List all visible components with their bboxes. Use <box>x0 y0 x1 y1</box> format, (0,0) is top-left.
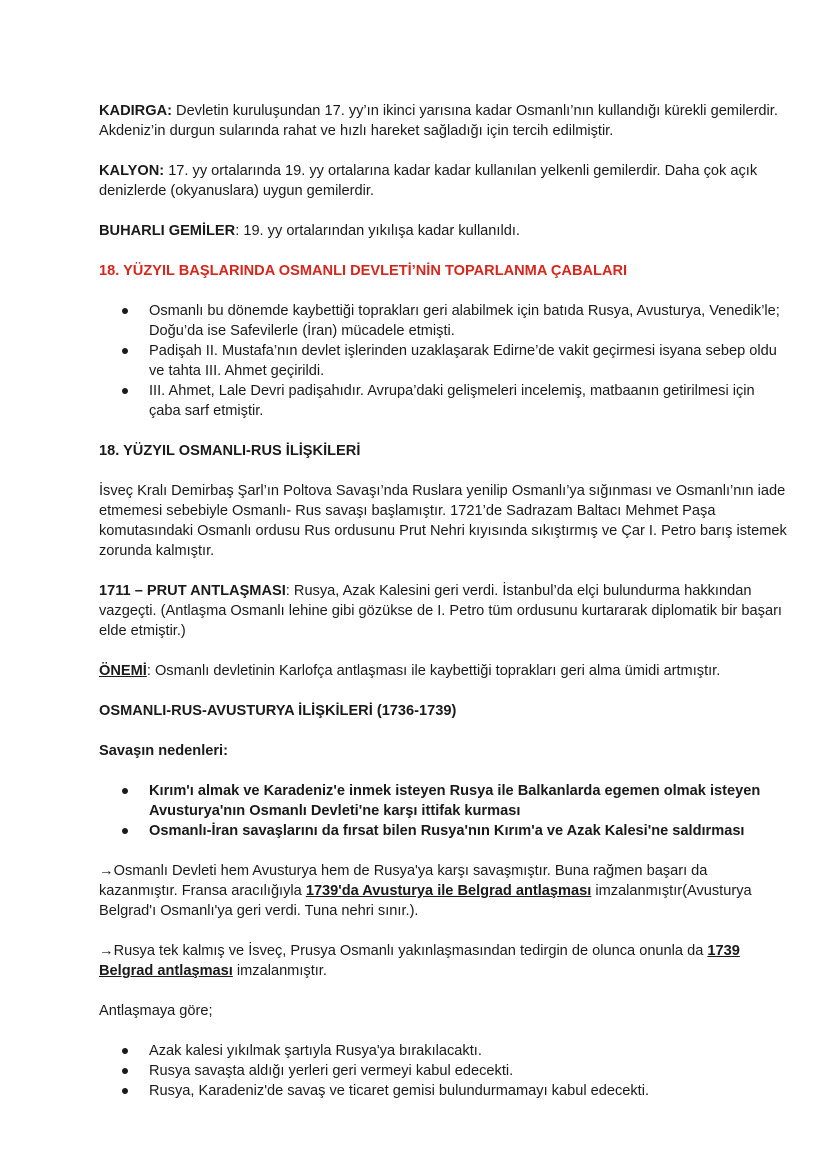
section1-bullets <box>99 301 788 421</box>
kadirga-text: Devletin kuruluşundan 17. yy’ın ikinci yarısına kadar Osmanlı’nın kullandığı kürekli gemilerdir. Akdeniz’in durgun sularında rahat ve hızlı hareket sağladığı için tercih edilmiştir. <box>99 103 778 139</box>
kadirga-term: KADIRGA: <box>99 103 172 119</box>
bullet-icon <box>122 828 128 834</box>
bullet-icon <box>122 1068 128 1074</box>
onemi-term: ÖNEMİ <box>99 663 147 679</box>
list-item: Azak kalesi yıkılmak şartıyla Rusya'ya bırakılacaktı. <box>99 1041 788 1061</box>
avusturya-paragraph: →Osmanlı Devleti hem Avusturya hem de Rusya'ya karşı savaşmıştır. Buna rağmen başarı da kazanmıştır. Fransa aracılığıyla 1739'da Avusturya ile Belgrad antlaşması imzalanmıştır(Avusturya Belgrad'ı Osmanlı'ya geri verdi. Tuna nehri sınır.). <box>99 863 752 919</box>
belgrad-rusya-link: 1739 Belgrad antlaşması <box>99 943 740 979</box>
section1-title: 18. YÜZYIL BAŞLARINDA OSMANLI DEVLETİ’NİN TOPARLANMA ÇABALARI <box>99 263 628 279</box>
list-item: Kırım'ı almak ve Karadeniz'e inmek isteyen Rusya ile Balkanlarda egemen olmak isteyen Avusturya'nın Osmanlı Devleti'ne karşı ittifak kurması <box>99 781 788 821</box>
section3-subtitle: Savaşın nedenleri: <box>99 743 228 759</box>
treaty-terms <box>99 1041 788 1101</box>
bullet-icon <box>122 308 128 314</box>
onemi-text: : Osmanlı devletinin Karlofça antlaşması ile kaybettiği toprakları geri alma ümidi artmıştır. <box>146 663 721 679</box>
list-item: Rusya, Karadeniz'de savaş ve ticaret gemisi bulundurmamayı kabul edecekti. <box>99 1081 788 1101</box>
section2-title: 18. YÜZYIL OSMANLI-RUS İLİŞKİLERİ <box>99 443 361 459</box>
section3-title: OSMANLI-RUS-AVUSTURYA İLİŞKİLERİ (1736-1739) <box>99 703 457 719</box>
list-item: Osmanlı bu dönemde kaybettiği toprakları geri alabilmek için batıda Rusya, Avusturya, Venedik’le; Doğu’da ise Safevilerle (İran) mücadele etmişti. <box>99 301 788 341</box>
list-item: Rusya savaşta aldığı yerleri geri vermeyi kabul edecekti. <box>99 1061 788 1081</box>
onemi-paragraph <box>99 661 788 681</box>
section3-bullets <box>99 781 788 841</box>
list-item: Osmanlı-İran savaşlarını da fırsat bilen Rusya'nın Kırım'a ve Azak Kalesi'ne saldırması <box>99 821 788 841</box>
rusya-paragraph: →Rusya tek kalmış ve İsveç, Prusya Osmanlı yakınlaşmasından tedirgin de olunca onunla da 1739 Belgrad antlaşması imzalanmıştır. <box>99 943 740 979</box>
buharli-term: BUHARLI GEMİLER <box>99 223 236 239</box>
list-item: Padişah II. Mustafa’nın devlet işlerinden uzaklaşarak Edirne’de vakit geçirmesi isyana sebep oldu ve tahta III. Ahmet geçirildi. <box>99 341 788 381</box>
bullet-icon <box>122 1048 128 1054</box>
kadirga-paragraph <box>99 101 788 141</box>
section2-paragraph: İsveç Kralı Demirbaş Şarl’ın Poltova Savaşı’nda Ruslara yenilip Osmanlı’ya sığınması ve Osmanlı’nın iade etmemesi sebebiyle Osmanlı- Rus savaşı başlamıştır. 1721’de Sadrazam Baltacı Mehmet Paşa komutasındaki Osmanlı ordusu Rus ordusunu Prut Nehri kıyısında sıkıştırmış ve Çar I. Petro barış istemek zorunda kalmıştır. <box>99 483 787 559</box>
bullet-icon <box>122 348 128 354</box>
bullet-icon <box>122 388 128 394</box>
kalyon-text: 17. yy ortalarında 19. yy ortalarına kadar kadar kullanılan yelkenli gemilerdir. Daha çok açık denizlerde (okyanuslara) uygun gemilerdir. <box>99 163 758 199</box>
prut-paragraph <box>99 581 788 641</box>
prut-text: : Rusya, Azak Kalesini geri verdi. İstanbul’da elçi bulundurma hakkından vazgeçti. (Antlaşma Osmanlı lehine gibi gözükse de I. Petro tüm ordusunu kurtararak diplomatik bir başarı elde etmiştir.) <box>99 583 782 639</box>
belgrad-avusturya-link: 1739'da Avusturya ile Belgrad antlaşması <box>305 883 592 899</box>
terms-intro: Antlaşmaya göre; <box>99 1003 213 1019</box>
list-item: III. Ahmet, Lale Devri padişahıdır. Avrupa’daki gelişmeleri incelemiş, matbaanın getirilmesi için çaba sarf etmiştir. <box>99 381 788 421</box>
kalyon-term: KALYON: <box>99 163 165 179</box>
prut-term: 1711 – PRUT ANTLAŞMASI <box>99 583 286 599</box>
kalyon-paragraph <box>99 161 788 201</box>
buharli-text: : 19. yy ortalarından yıkılışa kadar kullanıldı. <box>235 223 520 239</box>
bullet-icon <box>122 1088 128 1094</box>
buharli-paragraph <box>99 221 788 241</box>
bullet-icon <box>122 788 128 794</box>
